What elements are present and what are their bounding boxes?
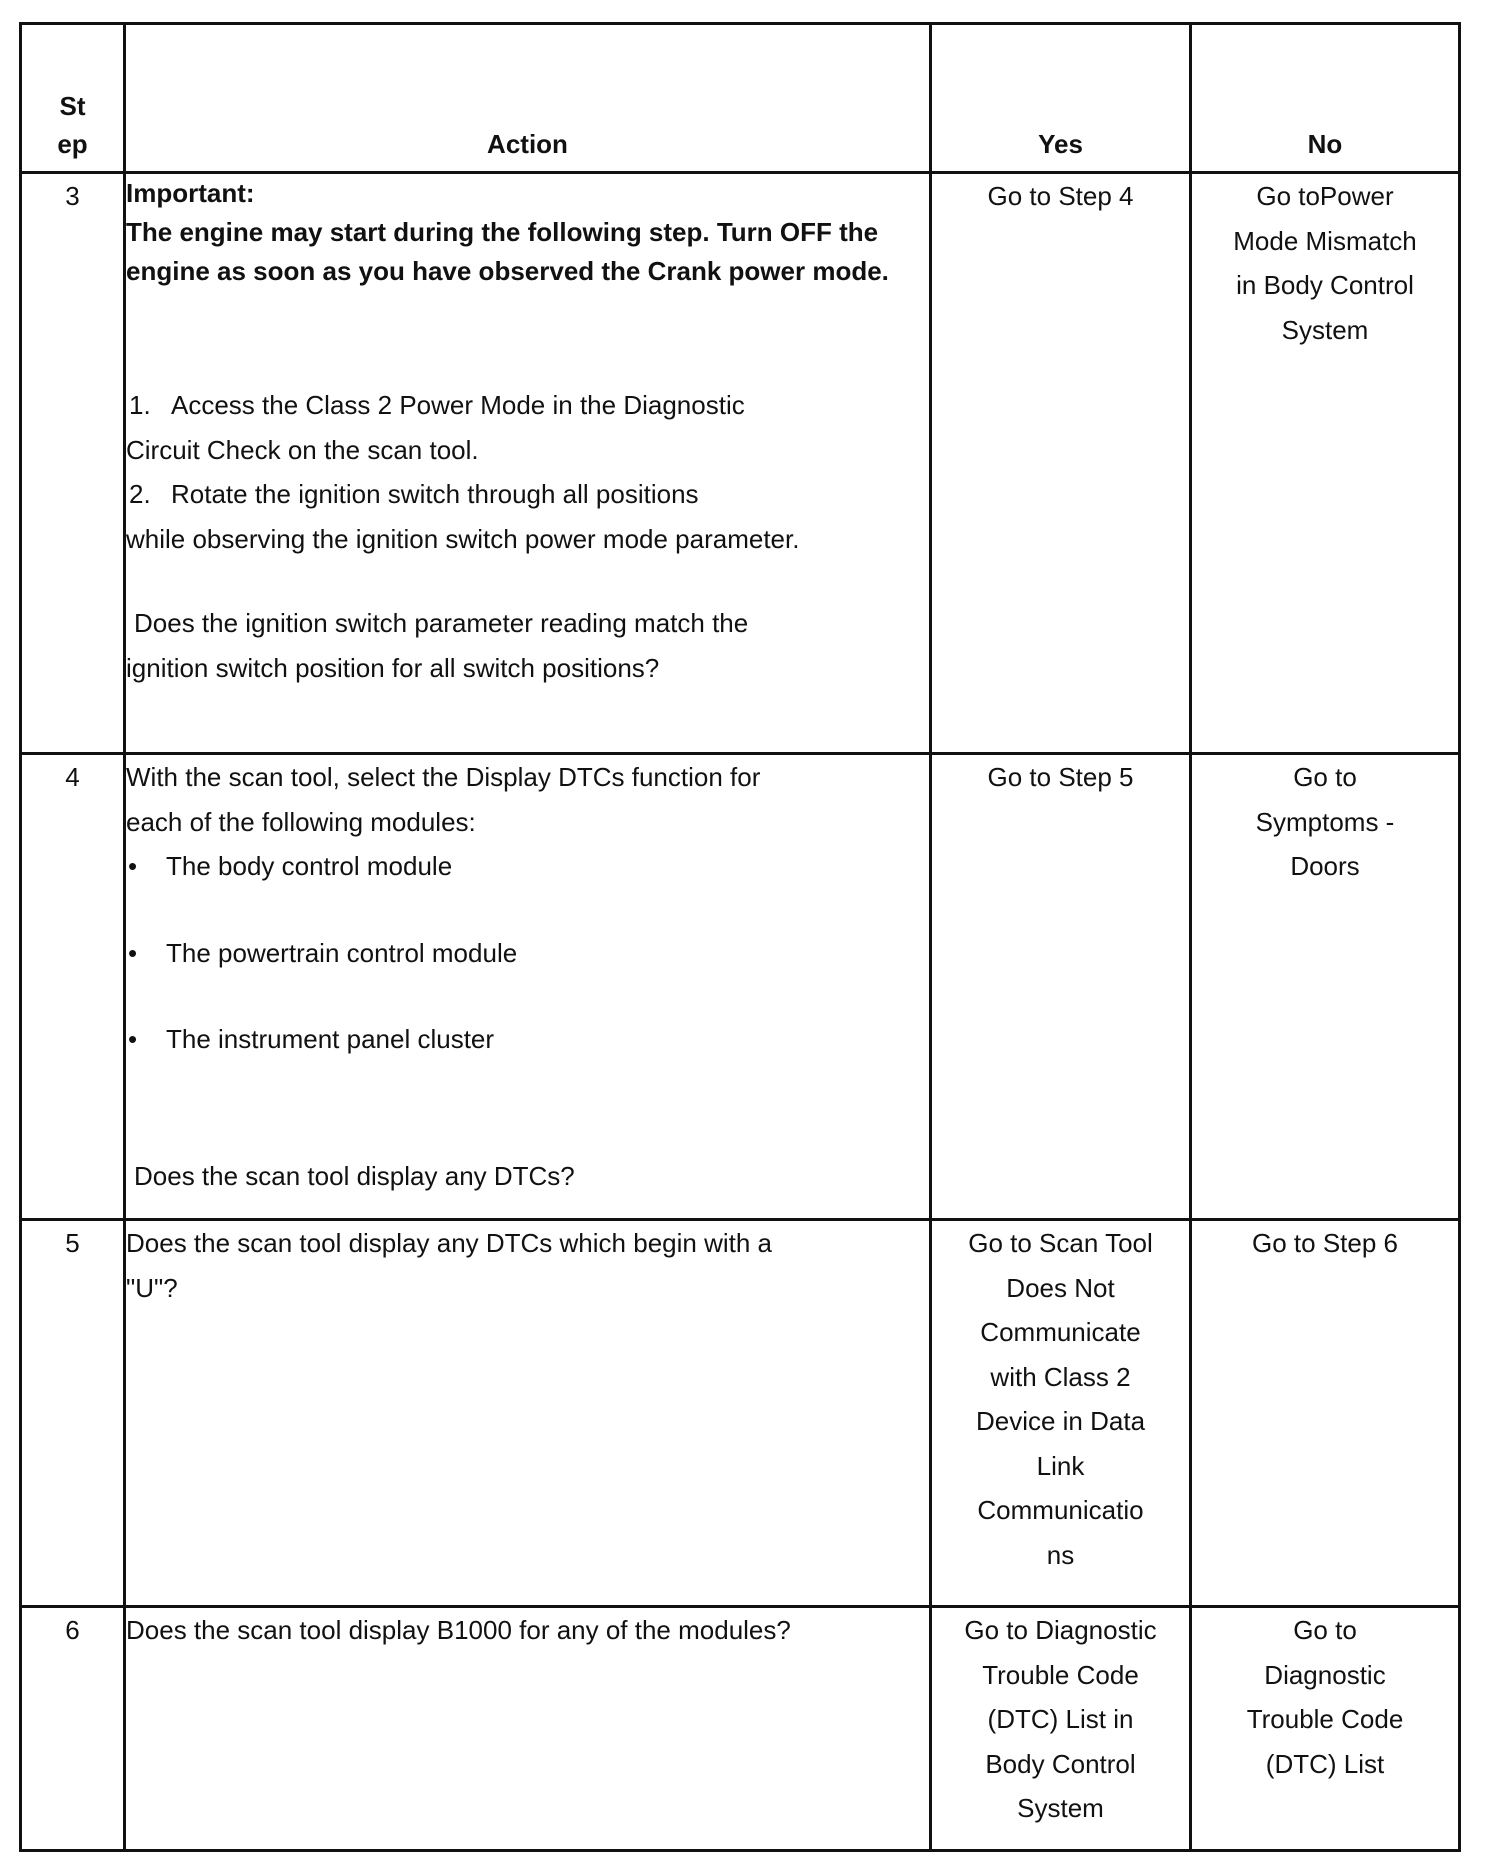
no-text-line: Symptoms - <box>1255 806 1395 837</box>
bullet-text: The body control module <box>166 851 453 881</box>
header-action: Action <box>125 24 931 173</box>
yes-text-line: Trouble Code <box>982 1659 1139 1690</box>
yes-text-line: Communicate <box>980 1317 1141 1347</box>
yes-cell <box>931 173 1191 754</box>
question-line: Does the scan tool display any DTCs? <box>134 1160 575 1191</box>
bullet-item <box>126 1017 929 1062</box>
action-cell <box>125 173 931 754</box>
header-step-line2: ep <box>57 129 88 159</box>
yes-cell <box>931 1220 1191 1607</box>
header-no: No <box>1191 24 1460 173</box>
question-line: Does the ignition switch parameter reading match the <box>134 608 749 638</box>
yes-text-line: System <box>1017 1793 1104 1823</box>
question-line: ignition switch position for all switch positions? <box>126 652 660 683</box>
bullet-dot: • <box>128 851 138 881</box>
yes-text: Go to Step 5 <box>987 762 1134 792</box>
item-text: Rotate the ignition switch through all positions <box>171 479 699 509</box>
numbered-item <box>126 383 929 428</box>
yes-text-line: ns <box>1046 1539 1075 1570</box>
intro-line: With the scan tool, select the Display DTCs function for <box>126 762 761 792</box>
no-text: Go to Step 6 <box>1252 1228 1398 1258</box>
no-text-line: System <box>1281 314 1369 345</box>
bullet-text: The powertrain control module <box>166 937 518 968</box>
step-number: 5 <box>21 1220 125 1607</box>
step-number: 3 <box>21 173 125 754</box>
no-text-line: Diagnostic <box>1264 1659 1386 1690</box>
yes-text-line: Device in Data <box>975 1406 1146 1436</box>
item-text-cont: Circuit Check on the scan tool. <box>126 434 479 465</box>
bullet-item <box>126 931 929 976</box>
no-text-line: Go toPower <box>1256 181 1394 211</box>
no-text-line: Go to <box>1293 1615 1357 1645</box>
item-text: Access the Class 2 Power Mode in the Diagnostic <box>171 390 745 420</box>
important-title: Important: <box>126 178 255 208</box>
question-line: Does the scan tool display B1000 for any of the modules? <box>126 1615 791 1645</box>
numbered-item <box>126 472 929 517</box>
table-header-row <box>21 24 1460 173</box>
yes-text-line: with Class 2 <box>990 1361 1131 1392</box>
action-cell <box>125 1220 931 1607</box>
item-number: 2. <box>129 479 151 509</box>
bullet-text: The instrument panel cluster <box>166 1024 495 1054</box>
table-row-step-3 <box>21 173 1460 754</box>
yes-cell <box>931 754 1191 1220</box>
important-text: The engine may start during the following step. Turn OFF the engine as soon as you have observed the Crank power mode. <box>126 217 889 286</box>
no-text-line: Doors <box>1290 851 1360 881</box>
item-text-cont: while observing the ignition switch power mode parameter. <box>126 523 800 554</box>
yes-text-line: Body Control <box>985 1748 1136 1779</box>
question-line: "U"? <box>126 1272 178 1303</box>
yes-text-line: Link <box>1036 1450 1085 1481</box>
yes-text-line: (DTC) List in <box>987 1704 1134 1734</box>
table-row-step-5 <box>21 1220 1460 1607</box>
action-cell <box>125 1607 931 1851</box>
no-cell <box>1191 754 1460 1220</box>
bullet-item <box>126 844 929 889</box>
bullet-dot: • <box>128 937 138 968</box>
step-number: 6 <box>21 1607 125 1851</box>
header-yes: Yes <box>931 24 1191 173</box>
diagnostic-table <box>19 22 1461 1852</box>
no-cell <box>1191 173 1460 754</box>
table-row-step-4 <box>21 754 1460 1220</box>
header-step <box>21 24 125 173</box>
yes-cell <box>931 1607 1191 1851</box>
step-number: 4 <box>21 754 125 1220</box>
no-cell <box>1191 1607 1460 1851</box>
no-text-line: Go to <box>1293 762 1357 792</box>
yes-text: Go to Step 4 <box>987 181 1134 211</box>
no-text-line: Trouble Code <box>1246 1704 1404 1734</box>
header-step-line1: St <box>59 91 86 121</box>
yes-text-line: Go to Diagnostic <box>964 1615 1157 1645</box>
question-line: Does the scan tool display any DTCs which begin with a <box>126 1228 772 1258</box>
bullet-dot: • <box>128 1024 138 1054</box>
yes-text-line: Does Not <box>1006 1272 1115 1303</box>
item-number: 1. <box>129 390 151 420</box>
yes-text-line: Go to Scan Tool <box>968 1228 1153 1258</box>
no-text-line: in Body Control <box>1236 270 1414 300</box>
intro-line: each of the following modules: <box>126 806 476 837</box>
no-text-line: (DTC) List <box>1265 1748 1385 1779</box>
yes-text-line: Communicatio <box>977 1495 1144 1525</box>
no-cell <box>1191 1220 1460 1607</box>
action-cell <box>125 754 931 1220</box>
no-text-line: Mode Mismatch <box>1233 225 1417 256</box>
table-row-step-6 <box>21 1607 1460 1851</box>
